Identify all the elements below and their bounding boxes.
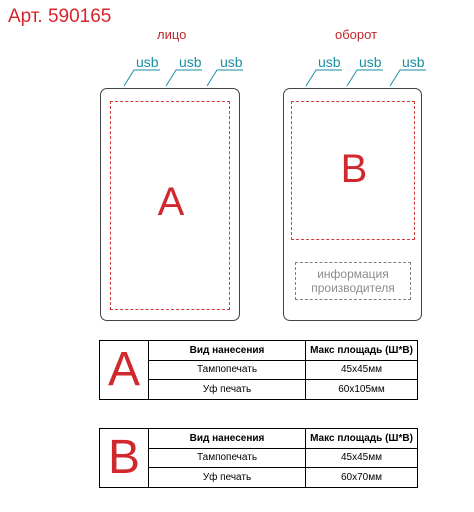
table-a-letter-cell (100, 341, 149, 400)
table-b-cell-method: Уф печать (149, 468, 306, 488)
front-usb-leader-3 (207, 70, 243, 86)
table-b-letter-cell (100, 429, 149, 488)
back-usb-label-1: usb (318, 54, 341, 70)
manufacturer-info-line-1: информация (317, 267, 389, 281)
front-usb-label-2: usb (179, 54, 202, 70)
front-usb-label-1: usb (136, 54, 159, 70)
table-b-cell-method: Тампопечать (149, 448, 306, 468)
article-title: Арт. 590165 (8, 6, 112, 27)
back-side-label: оборот (335, 27, 378, 42)
table-row (100, 341, 418, 361)
back-usb-leader-2 (347, 70, 383, 86)
front-usb-leader-1 (124, 70, 160, 86)
back-usb-leader-1 (306, 70, 342, 86)
spec-table-b (99, 428, 418, 488)
table-a-header-area: Макс площадь (Ш*В) (306, 341, 418, 361)
table-b-header-method: Вид нанесения (149, 429, 306, 449)
table-b-letter: B (107, 431, 140, 484)
front-print-area (110, 101, 230, 310)
front-side-label: лицо (157, 27, 187, 42)
back-print-area (291, 101, 415, 240)
table-a-cell-area: 60х105мм (306, 380, 418, 400)
spec-table-a (99, 340, 418, 400)
table-a-letter: A (107, 343, 140, 396)
front-card (100, 88, 240, 321)
front-area-letter: A (157, 180, 185, 224)
table-a-cell-area: 45х45мм (306, 360, 418, 380)
table-a-cell-method: Уф печать (149, 380, 306, 400)
manufacturer-info-box (295, 262, 411, 300)
front-usb-label-3: usb (220, 54, 243, 70)
table-row (100, 429, 418, 449)
table-b-header-area: Макс площадь (Ш*В) (306, 429, 418, 449)
back-usb-label-2: usb (359, 54, 382, 70)
back-usb-leader-3 (390, 70, 426, 86)
back-area-letter: B (340, 147, 368, 191)
front-usb-leader-2 (166, 70, 202, 86)
manufacturer-info-line-2: производителя (311, 281, 395, 295)
table-b-cell-area: 60х70мм (306, 468, 418, 488)
back-card (283, 88, 422, 321)
table-a-cell-method: Тампопечать (149, 360, 306, 380)
table-b-cell-area: 45х45мм (306, 448, 418, 468)
back-usb-label-3: usb (402, 54, 425, 70)
table-a-header-method: Вид нанесения (149, 341, 306, 361)
